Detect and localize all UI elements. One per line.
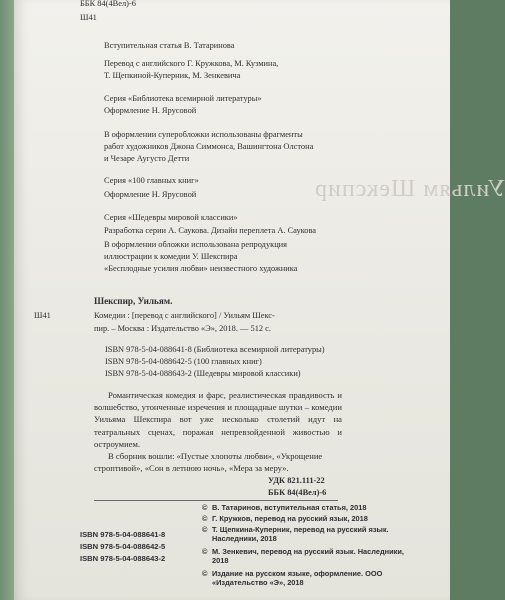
series-credit-1: Серия «Библиотека всемирной литературы» xyxy=(104,94,262,103)
copyright-3: Т. Щепкина-Куперник, перевод на русский язык. Наследники, 2018 xyxy=(212,525,389,544)
copyright-symbol: © xyxy=(202,525,208,534)
catalog-isbn-1: ISBN 978-5-04-088641-8 (Библиотека всемирной литературы) xyxy=(105,345,325,354)
cover-note-1: В оформлении обложки использована репродукция xyxy=(104,240,288,249)
isbn-block-3: ISBN 978-5-04-088643-2 xyxy=(80,554,166,563)
cover-note-2: иллюстрации к комедии У. Шекспира xyxy=(104,252,238,261)
design-credit-2: Оформление Н. Ярусовой xyxy=(104,190,197,199)
bbk-code: ББК 84(4Вел)-6 xyxy=(268,488,327,497)
bleed-through-text: Уильям Шекспир xyxy=(314,176,505,202)
catalog-isbn-2: ISBN 978-5-04-088642-5 (100 главных книг) xyxy=(105,357,262,366)
catalog-line-2: пир. – Москва : Издательство «Э», 2018. — 512 с. xyxy=(94,324,271,333)
copyright-1: В. Татаринов, вступительная статья, 2018 xyxy=(212,503,367,512)
catalog-isbn-3: ISBN 978-5-04-088643-2 (Шедевры мировой классики) xyxy=(105,369,301,378)
copyright-symbol: © xyxy=(202,503,208,512)
cover-note-3: «Бесплодные усилия любви» неизвестного художника xyxy=(104,264,298,273)
supercover-note-3: и Чезаре Аугусто Детти xyxy=(104,154,190,163)
catalog-line-1: Комедии : [перевод с английского] / Уильям Шекс- xyxy=(94,311,275,320)
copyright-symbol: © xyxy=(202,547,208,556)
translation-credit-2: Т. Щепкиной-Куперник, М. Зенкевича xyxy=(104,71,241,80)
bbk-top: ББК 84(4Вел)-6 xyxy=(80,0,136,8)
supercover-note-1: В оформлении суперобложки использованы фрагменты xyxy=(104,130,303,139)
copyright-4: М. Зенкевич, перевод на русский язык. Наследники, 2018 xyxy=(212,547,404,566)
intro-credit: Вступительная статья В. Татаринова xyxy=(104,41,235,50)
catalog-author: Шекспир, Уильям. xyxy=(94,296,173,306)
catalog-annotation: Романтическая комедия и фарс, реалистическая правдивость и волшебство, утонченные изречения и площадные шутки – комедии Уильяма Шекспира вот уже несколько столетий идут на театральных сценах, поражая непревзойденной живостью и остроумием. xyxy=(94,390,342,449)
copyright-2: Г. Кружков, перевод на русский язык, 2018 xyxy=(212,514,368,523)
isbn-block-1: ISBN 978-5-04-088641-8 xyxy=(80,530,166,539)
udk-code: УДК 821.111-22 xyxy=(268,476,325,485)
translation-credit-1: Перевод с английского Г. Кружкова, М. Кузмина, xyxy=(104,59,279,68)
isbn-block-2: ISBN 978-5-04-088642-5 xyxy=(80,542,166,551)
supercover-note-2: работ художников Джона Симмонса, Вашингтона Олстона xyxy=(104,142,314,151)
copyright-page xyxy=(14,0,505,600)
series-dev-credit: Разработка серии А. Саукова. Дизайн переплета А. Саукова xyxy=(104,226,317,235)
cover-edge xyxy=(0,0,14,600)
catalog-contents: В сборник вошли: «Пустые хлопоты любви», «Укрощение строптивой», «Сон в летнюю ночь», «Мера за меру». xyxy=(94,451,323,474)
catalog-code: Ш41 xyxy=(34,311,51,320)
series-credit-3: Серия «Шедевры мировой классики» xyxy=(104,213,238,222)
series-credit-2: Серия «100 главных книг» xyxy=(104,176,199,185)
catalog-rule xyxy=(94,500,338,501)
code-top: Ш41 xyxy=(80,13,97,22)
copyright-5: Издание на русском языке, оформление. ООО «Издательство «Э», 2018 xyxy=(212,569,383,588)
copyright-symbol: © xyxy=(202,569,208,578)
design-credit-1: Оформление Н. Ярусовой xyxy=(104,106,197,115)
copyright-symbol: © xyxy=(202,514,208,523)
